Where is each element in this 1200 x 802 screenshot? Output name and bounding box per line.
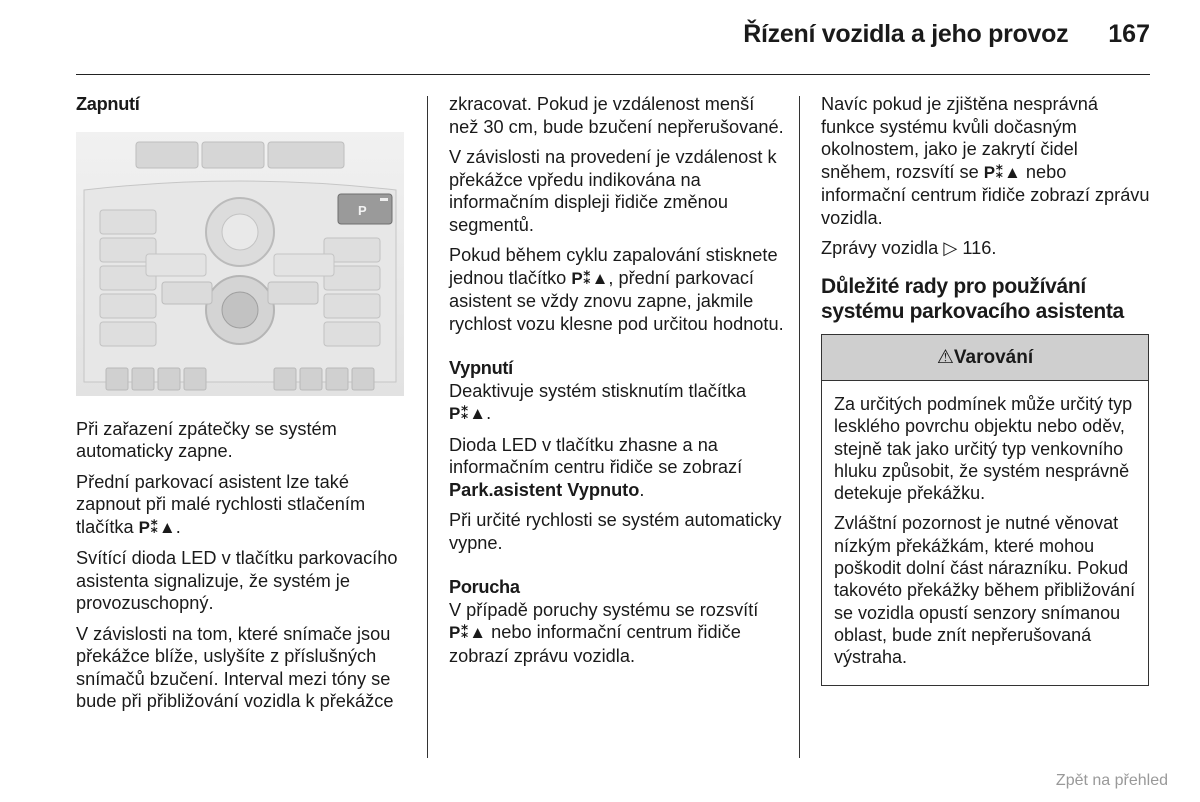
- paragraph: Dioda LED v tlačítku zhasne a na informačním centru řidiče se zobrazí Park.asistent Vypnuto.: [449, 434, 743, 500]
- park-assist-icon: P⁑▲: [449, 623, 487, 642]
- column-2: [449, 93, 784, 675]
- paragraph: Zprávy vozidla ▷ 116.: [821, 238, 997, 258]
- page-title: Řízení vozidla a jeho provoz: [743, 20, 1069, 48]
- paragraph: Zvláštní pozornost je nutné věnovat nízkým překážkám, které mohou poškodit dolní část nárazníku. Pokud takovéto překážky během přibližování se vozidla opustí senzory snímanou oblast, bude znít nepřerušovaná výstraha.: [834, 513, 1136, 668]
- warning-header: [822, 335, 1148, 382]
- park-assist-icon: P⁑▲: [571, 268, 609, 288]
- back-to-overview-link[interactable]: Zpět na přehled: [1055, 772, 1168, 789]
- page-header: [743, 20, 1150, 49]
- park-assist-icon: P⁑▲: [449, 404, 487, 423]
- parking-button-console-photo: [76, 132, 404, 396]
- paragraph: Pokud během cyklu zapalování stisknete jednou tlačítko P⁑▲, přední parkovací asistent se vždy znovu zapne, jakmile rychlost vozu klesne pod určitou hodnotu.: [449, 245, 784, 334]
- triangle-pointer-icon: ▷: [943, 238, 958, 258]
- heading-porucha: Porucha: [449, 577, 520, 597]
- column-divider: [799, 96, 800, 758]
- paragraph: Při zařazení zpátečky se systém automaticky zapne.: [76, 418, 337, 461]
- heading-vypnuti: Vypnutí: [449, 358, 513, 378]
- paragraph: Svítící dioda LED v tlačítku parkovacího asistenta signalizuje, že systém je provozuschopný.: [76, 548, 398, 613]
- warning-triangle-icon: ⚠: [936, 346, 954, 368]
- paragraph: Za určitých podmínek může určitý typ lesklého povrchu objektu nebo oděv, stejně tak jako určitý typ venkovního hluku způsobit, že systém nesprávně detekuje překážku.: [834, 394, 1133, 504]
- column-1: [76, 93, 410, 721]
- page-number: 167: [1108, 20, 1150, 48]
- warning-title: Varování: [953, 346, 1034, 368]
- page-reference-link[interactable]: ▷ 116.: [943, 238, 997, 258]
- paragraph: Navíc pokud je zjištěna nesprávná funkce systému kvůli dočasným okolnostem, jako je zakrytí čidel sněhem, rozsvítí se P⁑▲ nebo informační centrum řidiče zobrazí zprávu vozidla.: [821, 94, 1150, 228]
- section-heading: Důležité rady pro používání systému parkovacího asistenta: [821, 274, 1124, 323]
- display-message: Park.asistent Vypnuto: [449, 479, 640, 500]
- park-assist-icon: P⁑▲: [138, 517, 176, 537]
- paragraph: V případě poruchy systému se rozsvítí P⁑▲ nebo informační centrum řidiče zobrazí zprávu vozidla.: [449, 599, 759, 666]
- column-divider: [427, 96, 428, 758]
- park-assist-icon: P⁑▲: [983, 162, 1021, 182]
- warning-box: [821, 334, 1149, 686]
- park-button-label: P: [358, 202, 367, 218]
- warning-body: [822, 381, 1148, 685]
- paragraph: Přední parkovací asistent lze také zapnout při malé rychlosti stlačením tlačítka P⁑▲.: [76, 471, 366, 537]
- paragraph: V závislosti na provedení je vzdálenost k překážce vpředu indikována na informačním displeji řidiče změnou segmentů.: [449, 147, 777, 235]
- heading-zapnuti: Zapnutí: [76, 94, 140, 114]
- paragraph: Deaktivuje systém stisknutím tlačítka P⁑▲.: [449, 380, 747, 423]
- header-rule: [76, 74, 1150, 75]
- paragraph: Při určité rychlosti se systém automaticky vypne.: [449, 510, 782, 553]
- paragraph: zkracovat. Pokud je vzdálenost menší než 30 cm, bude bzučení nepřerušované.: [449, 94, 784, 137]
- paragraph: V závislosti na tom, které snímače jsou překážce blíže, uslyšíte z příslušných snímačů bzučení. Interval mezi tóny se bude při přibližování vozidla k překážce: [76, 623, 394, 711]
- column-3: [821, 93, 1151, 686]
